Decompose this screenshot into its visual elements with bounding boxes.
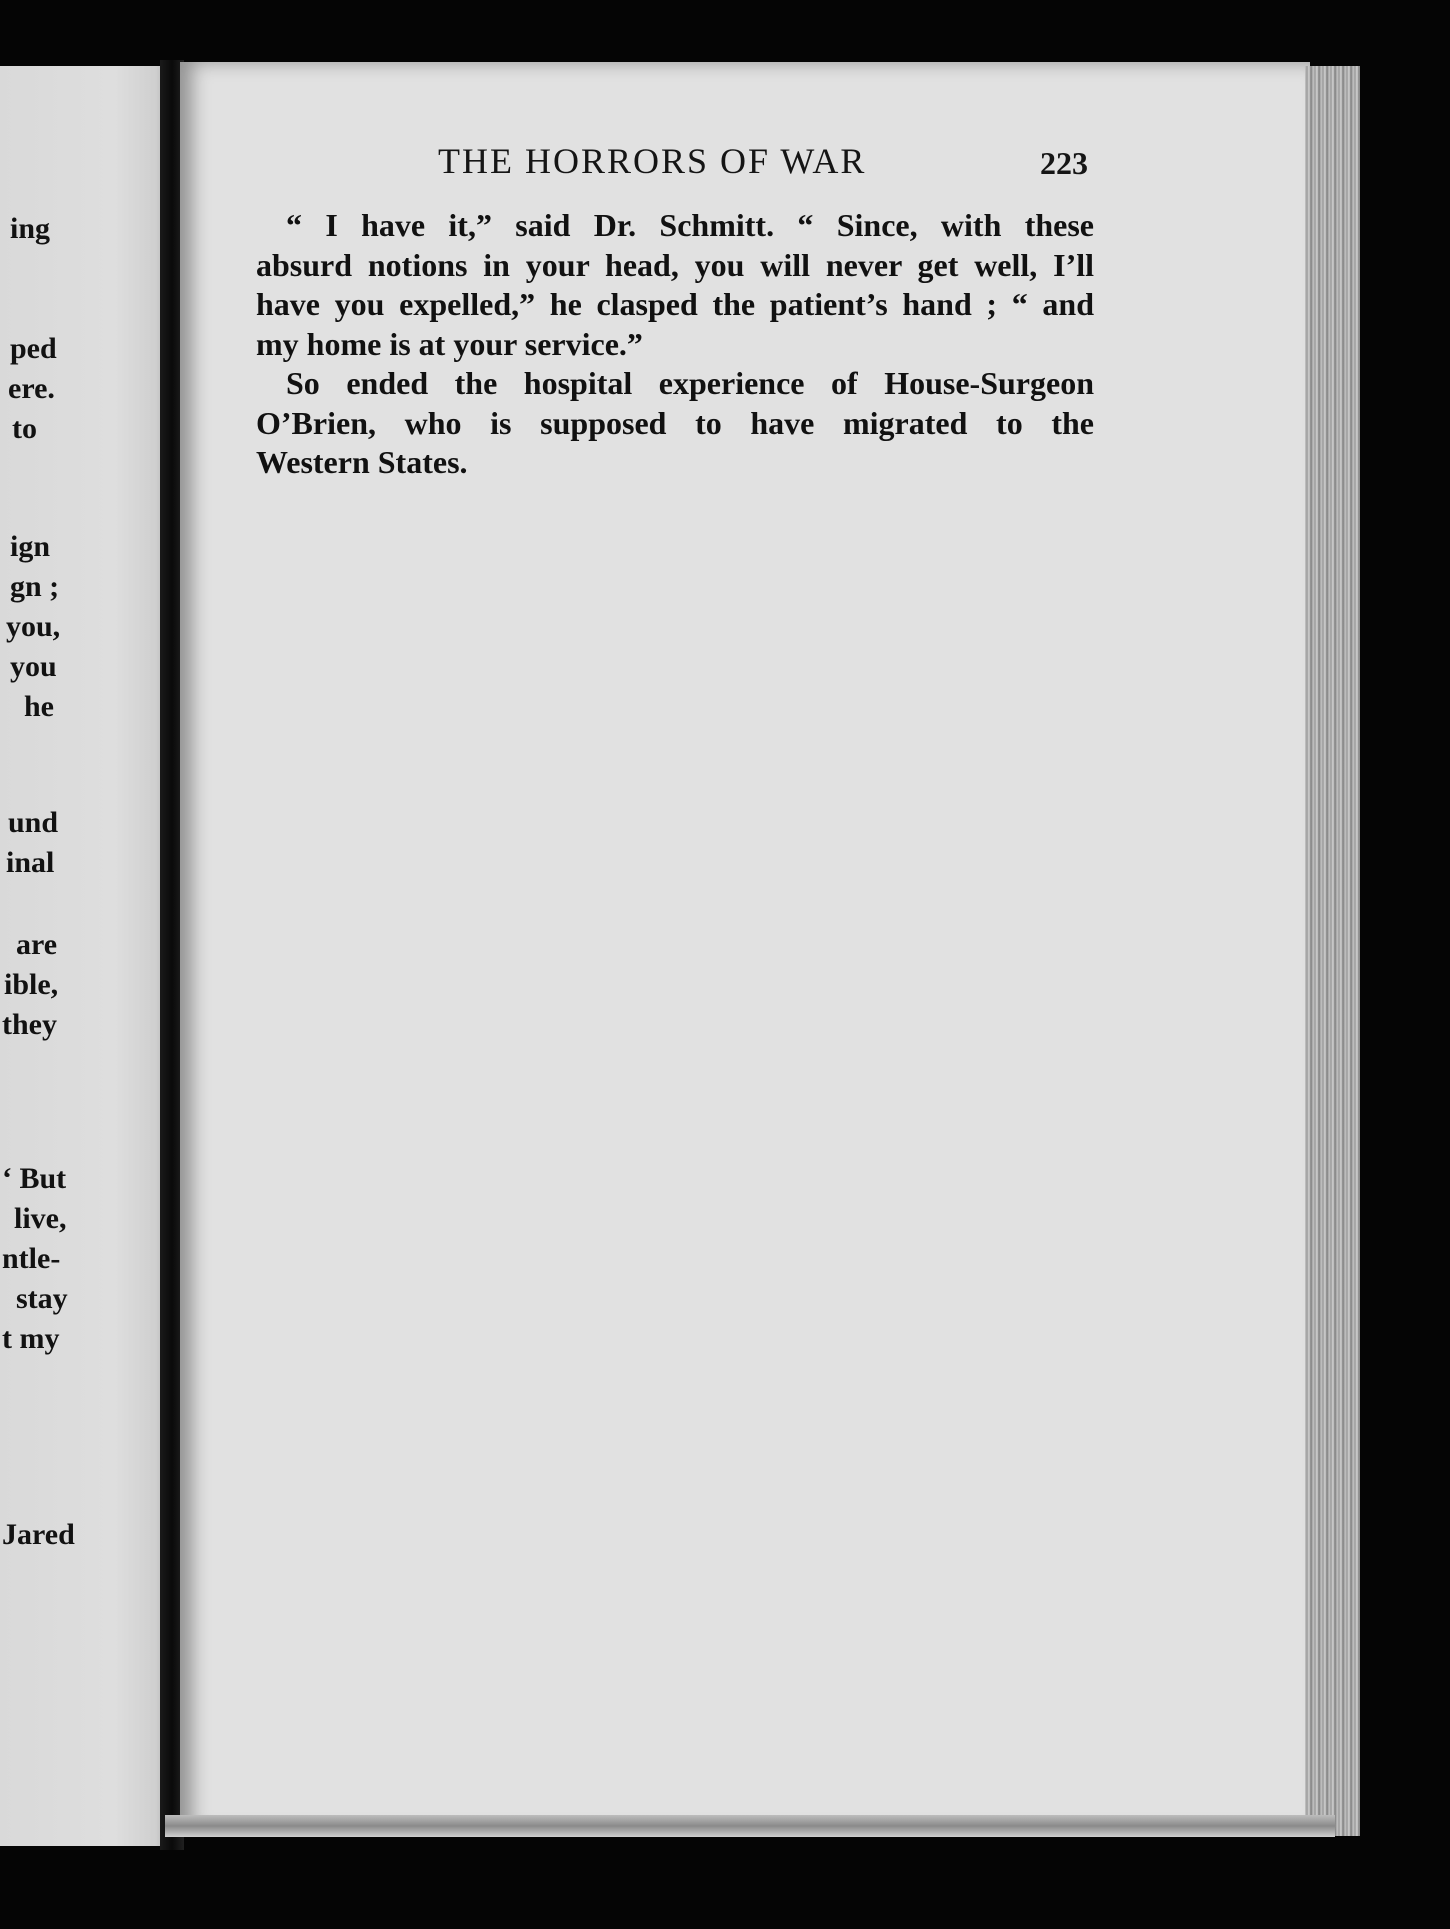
page-body-text xyxy=(256,206,1094,483)
left-page-fragment: ped xyxy=(10,332,57,365)
left-page-fragment: Jared xyxy=(2,1518,75,1551)
left-page-fragment: ere. xyxy=(8,372,55,405)
left-page-fragment: you xyxy=(10,650,57,683)
left-page-fragment: inal xyxy=(6,846,55,879)
text-line: have you expelled,” he clasped the patient’s hand ; “ and xyxy=(256,286,1094,322)
text-line: Western States. xyxy=(256,444,468,480)
paragraph xyxy=(256,364,1094,483)
left-page-fragment: ible, xyxy=(4,968,59,1001)
page-bottom-edge xyxy=(165,1815,1335,1837)
left-page-fragment: you, xyxy=(6,610,61,643)
left-page-fragment: to xyxy=(12,412,37,445)
text-line: So ended the hospital experience of House-Surgeon xyxy=(286,365,1094,401)
text-line: “ I have it,” said Dr. Schmitt. “ Since, with these xyxy=(286,207,1094,243)
left-page-fragment: they xyxy=(2,1008,57,1041)
left-page-fragment: stay xyxy=(16,1282,68,1315)
text-line: O’Brien, who is supposed to have migrated to the xyxy=(256,404,1094,441)
text-line: absurd notions in your head, you will never get well, I’ll xyxy=(256,246,1094,283)
left-page-fragment: live, xyxy=(14,1202,67,1235)
left-page-fragment: ‘ But xyxy=(2,1162,67,1195)
running-head: THE HORRORS OF WAR xyxy=(438,141,867,181)
left-page-fragment: ntle- xyxy=(2,1242,61,1275)
page-edges xyxy=(1305,66,1360,1836)
left-page-fragment: t my xyxy=(2,1322,60,1355)
left-page-fragment: are xyxy=(16,928,58,961)
left-page-fragment: ign xyxy=(10,530,51,563)
left-page-fragment: und xyxy=(8,806,59,839)
left-page-fragment: he xyxy=(24,690,54,723)
text-line: my home is at your service.” xyxy=(256,325,643,362)
left-page-fragment: gn ; xyxy=(10,570,60,603)
page-number: 223 xyxy=(1040,145,1088,181)
left-page-fragment: ing xyxy=(10,212,51,245)
paragraph xyxy=(256,206,1094,364)
